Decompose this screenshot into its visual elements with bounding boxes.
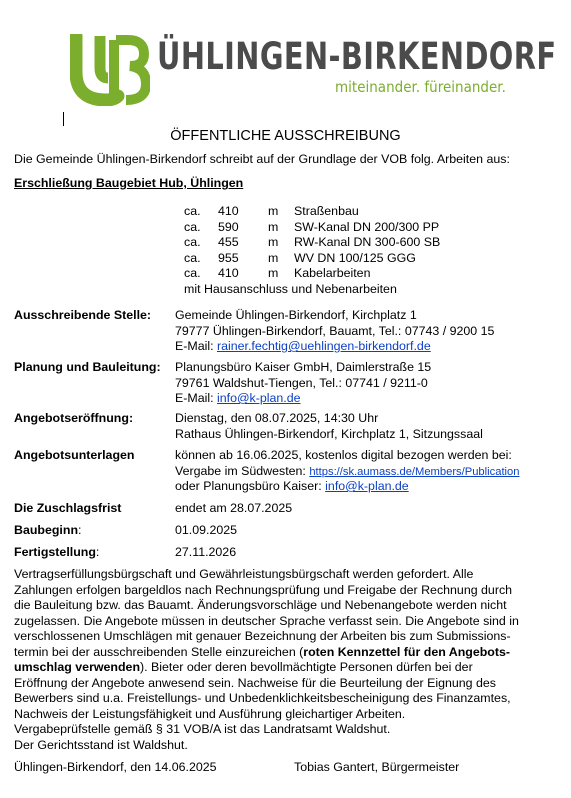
email-prefix: E-Mail: <box>175 391 217 406</box>
ausschreibende-label: Ausschreibende Stelle: <box>14 308 152 322</box>
vergabe-link[interactable]: https://sk.aumass.de/Members/Publication <box>309 465 520 478</box>
para-bold: umschlag verwenden <box>14 660 141 674</box>
unterlagen-prefix: oder Planungsbüro Kaiser: <box>175 479 326 494</box>
para-line: zugelassen. Die Angebote müssen in deutscher Sprache verfasst sein. Die Angebote sind in <box>14 613 519 628</box>
work-unit: m <box>268 219 279 234</box>
work-ca: ca. <box>184 204 201 218</box>
para-line: Bewerbers sind u.a. Freistellungs- und Unbedenklichkeitsbescheinigung des Finanzamtes, <box>14 691 511 705</box>
project-title: Erschließung Baugebiet Hub, Ühlingen <box>14 176 244 190</box>
work-desc: WV DN 100/125 GGG <box>294 250 416 265</box>
ausschreibende-value <box>175 308 494 355</box>
work-ca: ca. <box>184 250 201 265</box>
baubeginn-colon: : <box>78 523 82 537</box>
baubeginn-label <box>14 523 81 538</box>
para-bold: roten Kennzettel für den Angebots- <box>303 644 511 659</box>
para-line <box>14 660 559 676</box>
para-line: Der Gerichtsstand ist Waldshut. <box>14 737 188 752</box>
work-desc: Straßenbau <box>294 204 359 218</box>
fertig-value: 27.11.2026 <box>175 545 237 559</box>
work-ca: ca. <box>184 219 201 234</box>
ausschreibende-email-link[interactable]: rainer.fechtig@uehlingen-birkendorf.de <box>217 339 431 354</box>
work-desc: RW-Kanal DN 300-600 SB <box>294 235 441 249</box>
para-line: Vertragserfüllungsbürgschaft und Gewährleistungsbürgschaft werden gefordert. Alle <box>14 567 474 581</box>
work-qty: 955 <box>218 250 239 265</box>
para-line: Eröffnung der Angebote anwesend sein. Nachweise für die Beurteilung der Eignung des <box>14 675 496 690</box>
text-cursor <box>63 112 64 126</box>
intro-text: Die Gemeinde Ühlingen-Birkendorf schreibt auf der Grundlage der VOB folg. Arbeiten aus: <box>14 152 510 166</box>
works-note-text: mit Hausanschluss und Nebenarbeiten <box>184 281 397 296</box>
eroeffnung-line2: Rathaus Ühlingen-Birkendorf, Kirchplatz 1, Sitzungssaal <box>175 426 483 441</box>
eroeffnung-label: Angebotseröffnung: <box>14 411 134 425</box>
para-line: Vergabeprüfstelle gemäß § 31 VOB/A ist das Landratsamt Waldshut. <box>14 722 391 736</box>
unterlagen-value <box>175 448 519 495</box>
brand-name: ÜHLINGEN-BIRKENDORF <box>157 35 557 78</box>
fertig-label <box>14 545 99 560</box>
baubeginn-value: 01.09.2025 <box>175 523 238 537</box>
zuschlag-value: endet am 28.07.2025 <box>175 501 293 515</box>
work-unit: m <box>268 266 279 280</box>
planung-email-row <box>175 391 431 407</box>
para-line: verschlossenen Umschlägen mit genauer Bezeichnung der Arbeiten bis zum Submissions- <box>14 629 511 643</box>
ausschreibende-line2: 79777 Ühlingen-Birkendorf, Bauamt, Tel.: 07743 / 9200 15 <box>175 323 495 338</box>
eroeffnung-value <box>175 411 483 442</box>
para-text: ). Bieter oder deren bevollmächtigte Personen dürfen bei der <box>140 660 473 674</box>
ausschreibende-line1: Gemeinde Ühlingen-Birkendorf, Kirchplatz 1 <box>175 308 417 322</box>
kaiser-email-link[interactable]: info@k-plan.de <box>325 479 409 494</box>
baubeginn-label-text: Baubeginn <box>14 523 79 537</box>
work-ca: ca. <box>184 235 201 249</box>
work-ca: ca. <box>184 266 201 280</box>
planung-label: Planung und Bauleitung: <box>14 360 161 374</box>
para-line: Nachweis der Leistungsfähigkeit und Ausführung gleichartiger Arbeiten. <box>14 706 406 721</box>
footer-signatory: Tobias Gantert, Bürgermeister <box>294 760 460 774</box>
fertig-label-text: Fertigstellung <box>14 545 96 559</box>
brand-slogan: miteinander. füreinander. <box>335 78 506 96</box>
para-line <box>14 645 559 661</box>
planung-line1: Planungsbüro Kaiser GmbH, Daimlerstraße 15 <box>175 360 432 374</box>
unterlagen-label: Angebotsunterlagen <box>14 448 135 462</box>
para-line: die Bauleitung bzw. das Bauamt. Änderungsvorschläge und Nebenangebote werden nicht <box>14 598 507 612</box>
work-qty: 455 <box>218 235 239 249</box>
unterlagen-line1: können ab 16.06.2025, kostenlos digital bezogen werden bei: <box>175 448 512 462</box>
work-desc: Kabelarbeiten <box>294 266 371 280</box>
eroeffnung-line1: Dienstag, den 08.07.2025, 14:30 Uhr <box>175 411 379 425</box>
zuschlag-label: Die Zuschlagsfrist <box>14 501 122 515</box>
unterlagen-line2 <box>175 464 519 480</box>
work-unit: m <box>268 235 279 249</box>
terms-paragraph <box>14 567 559 753</box>
para-text: termin bei der ausschreibenden Stelle einzureichen ( <box>14 644 304 659</box>
work-qty: 590 <box>218 219 239 234</box>
work-unit: m <box>268 250 279 265</box>
ausschreibende-email-row <box>175 339 494 355</box>
municipality-logo <box>70 34 150 106</box>
unterlagen-line3 <box>175 479 519 495</box>
fertig-colon: : <box>95 545 100 559</box>
planung-line2: 79761 Waldshut-Tiengen, Tel.: 07741 / 9211-0 <box>175 375 428 390</box>
work-qty: 410 <box>218 266 239 280</box>
planung-value <box>175 360 431 407</box>
work-desc: SW-Kanal DN 200/300 PP <box>294 219 440 234</box>
email-prefix: E-Mail: <box>175 339 217 354</box>
document-title: ÖFFENTLICHE AUSSCHREIBUNG <box>170 128 401 144</box>
unterlagen-prefix: Vergabe im Südwesten: <box>175 463 310 478</box>
planung-email-link[interactable]: info@k-plan.de <box>217 391 301 406</box>
work-unit: m <box>268 204 279 218</box>
work-qty: 410 <box>218 204 239 218</box>
footer-place-date: Ühlingen-Birkendorf, den 14.06.2025 <box>14 760 217 774</box>
para-line: Zahlungen erfolgen bargeldlos nach Rechnungsprüfung und Freigabe der Rechnung durch <box>14 582 513 597</box>
